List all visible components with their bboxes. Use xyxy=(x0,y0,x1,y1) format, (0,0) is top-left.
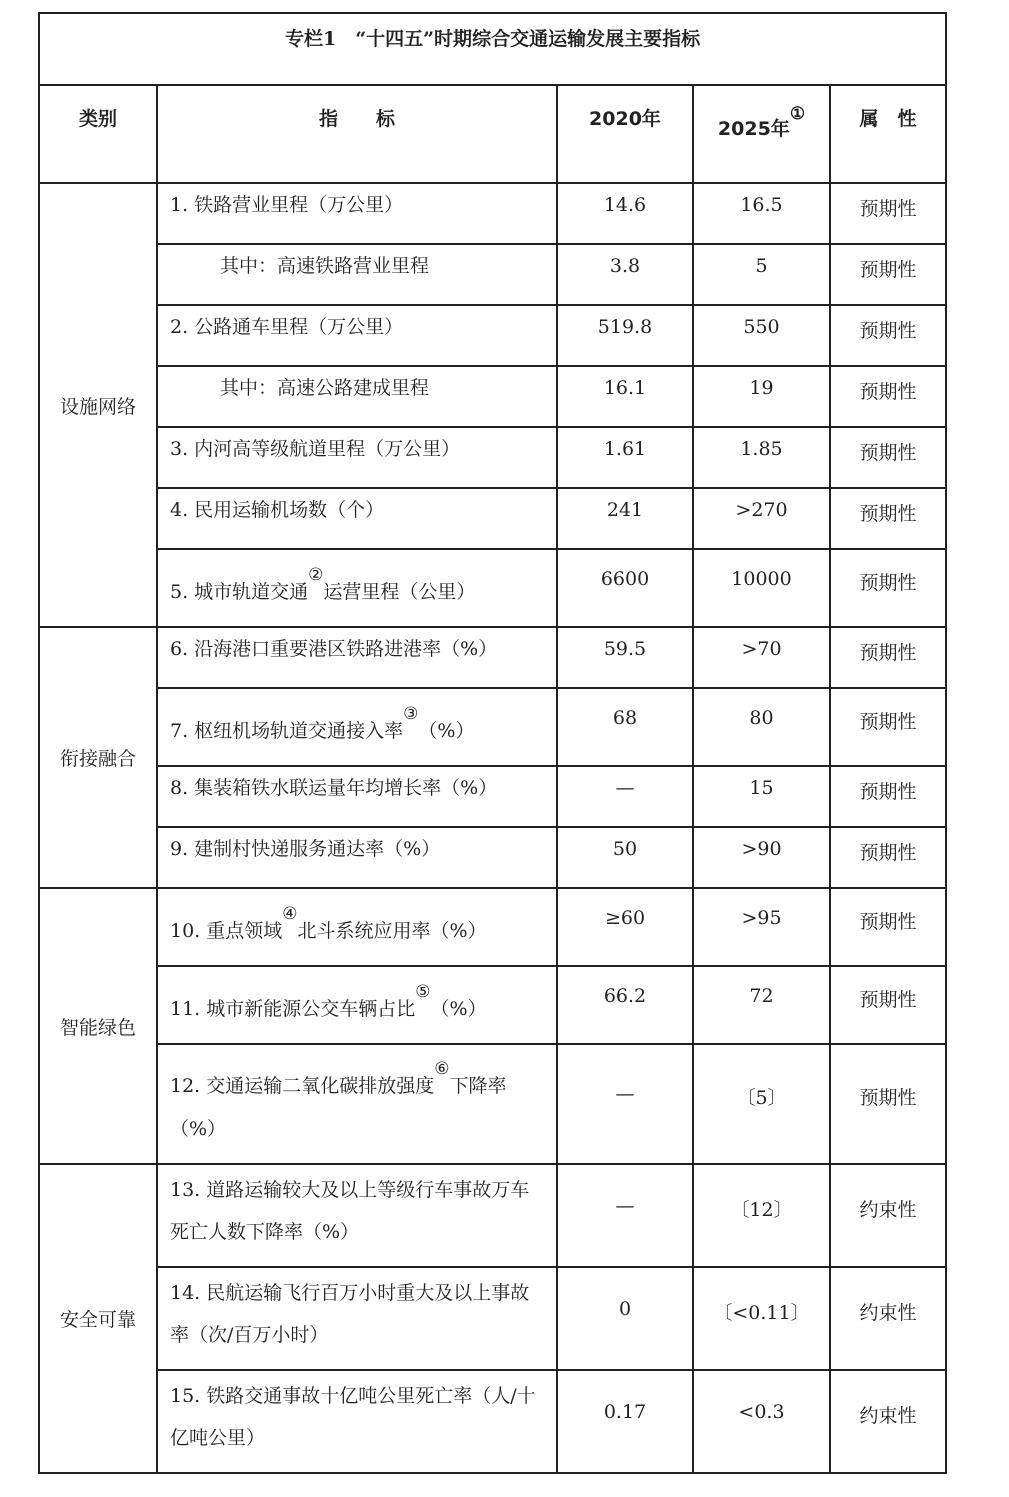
value-2025: >95 xyxy=(693,888,830,966)
indicator-cell: 2. 公路通车里程（万公里） xyxy=(157,305,557,366)
value-2025: <0.3 xyxy=(693,1370,830,1473)
value-2020: — xyxy=(557,1164,693,1267)
value-2025: 550 xyxy=(693,305,830,366)
table-row xyxy=(39,488,946,549)
indicator-cell xyxy=(157,1044,557,1164)
value-2020: 68 xyxy=(557,688,693,766)
header-2020: 2020年 xyxy=(557,85,693,183)
value-2025: 〔12〕 xyxy=(693,1164,830,1267)
footnote-mark: ⑤ xyxy=(415,982,431,1002)
attribute-cell: 约束性 xyxy=(830,1370,946,1473)
table-title: 专栏1 “十四五”时期综合交通运输发展主要指标 xyxy=(39,13,946,85)
indicator-text: 5. 城市轨道交通 xyxy=(170,581,309,603)
value-2025: 80 xyxy=(693,688,830,766)
attribute-cell: 预期性 xyxy=(830,549,946,627)
category-cell: 衔接融合 xyxy=(39,627,157,888)
indicator-text: 10. 重点领域 xyxy=(170,920,283,942)
indicator-cell: 8. 集装箱铁水联运量年均增长率（%） xyxy=(157,766,557,827)
table-row xyxy=(39,244,946,305)
value-2025: 〔<0.11〕 xyxy=(693,1267,830,1370)
table-row xyxy=(39,888,946,966)
attribute-cell: 预期性 xyxy=(830,427,946,488)
header-2025-label: 2025年 xyxy=(717,118,790,140)
category-cell: 智能绿色 xyxy=(39,888,157,1164)
indicator-text: 11. 城市新能源公交车辆占比 xyxy=(170,998,416,1020)
indicator-cell: 3. 内河高等级航道里程（万公里） xyxy=(157,427,557,488)
value-2020: 66.2 xyxy=(557,966,693,1044)
value-2025: >70 xyxy=(693,627,830,688)
value-2020: 241 xyxy=(557,488,693,549)
table-row xyxy=(39,827,946,888)
indicator-table xyxy=(38,12,947,1474)
indicator-text: 7. 枢纽机场轨道交通接入率 xyxy=(170,720,404,742)
value-2020: 6600 xyxy=(557,549,693,627)
attribute-cell: 预期性 xyxy=(830,627,946,688)
indicator-text: 下降率（%） xyxy=(170,1075,507,1140)
indicator-text: （%） xyxy=(430,998,487,1020)
value-2020: 1.61 xyxy=(557,427,693,488)
indicator-cell: 其中：高速公路建成里程 xyxy=(157,366,557,427)
indicator-cell: 15. 铁路交通事故十亿吨公里死亡率（人/十亿吨公里） xyxy=(157,1370,557,1473)
category-cell: 设施网络 xyxy=(39,183,157,627)
table-row xyxy=(39,549,946,627)
indicator-cell xyxy=(157,688,557,766)
footnote-mark: ③ xyxy=(403,704,419,724)
attribute-cell: 预期性 xyxy=(830,1044,946,1164)
footnote-mark: ② xyxy=(308,565,324,585)
indicator-cell xyxy=(157,888,557,966)
attribute-cell: 约束性 xyxy=(830,1267,946,1370)
value-2020: 59.5 xyxy=(557,627,693,688)
header-attribute: 属 性 xyxy=(830,85,946,183)
value-2025: 〔5〕 xyxy=(693,1044,830,1164)
value-2025: 15 xyxy=(693,766,830,827)
value-2025: 16.5 xyxy=(693,183,830,244)
indicator-cell: 6. 沿海港口重要港区铁路进港率（%） xyxy=(157,627,557,688)
value-2025: >90 xyxy=(693,827,830,888)
indicator-cell: 4. 民用运输机场数（个） xyxy=(157,488,557,549)
value-2025: 5 xyxy=(693,244,830,305)
attribute-cell: 预期性 xyxy=(830,305,946,366)
header-row xyxy=(39,85,946,183)
attribute-cell: 预期性 xyxy=(830,244,946,305)
value-2025: 72 xyxy=(693,966,830,1044)
value-2025: >270 xyxy=(693,488,830,549)
table-row xyxy=(39,1164,946,1267)
indicator-cell: 1. 铁路营业里程（万公里） xyxy=(157,183,557,244)
indicator-cell: 13. 道路运输较大及以上等级行车事故万车死亡人数下降率（%） xyxy=(157,1164,557,1267)
value-2020: 14.6 xyxy=(557,183,693,244)
table-row xyxy=(39,766,946,827)
attribute-cell: 预期性 xyxy=(830,888,946,966)
header-indicator: 指 标 xyxy=(157,85,557,183)
table-row xyxy=(39,688,946,766)
category-cell: 安全可靠 xyxy=(39,1164,157,1473)
attribute-cell: 预期性 xyxy=(830,966,946,1044)
value-2020: 3.8 xyxy=(557,244,693,305)
attribute-cell: 约束性 xyxy=(830,1164,946,1267)
attribute-cell: 预期性 xyxy=(830,688,946,766)
footnote-mark: ④ xyxy=(282,904,298,924)
attribute-cell: 预期性 xyxy=(830,488,946,549)
value-2020: 519.8 xyxy=(557,305,693,366)
indicator-cell: 其中：高速铁路营业里程 xyxy=(157,244,557,305)
table-row xyxy=(39,183,946,244)
indicator-cell: 14. 民航运输飞行百万小时重大及以上事故率（次/百万小时） xyxy=(157,1267,557,1370)
table-row xyxy=(39,627,946,688)
indicator-cell xyxy=(157,966,557,1044)
table-row xyxy=(39,1370,946,1473)
table-row xyxy=(39,1267,946,1370)
footnote-mark: ⑥ xyxy=(434,1059,450,1079)
value-2020: 16.1 xyxy=(557,366,693,427)
table-row xyxy=(39,366,946,427)
table-row xyxy=(39,305,946,366)
value-2025: 19 xyxy=(693,366,830,427)
value-2020: 0 xyxy=(557,1267,693,1370)
value-2020: ≥60 xyxy=(557,888,693,966)
attribute-cell: 预期性 xyxy=(830,827,946,888)
header-2025-note: ① xyxy=(789,104,806,124)
value-2020: — xyxy=(557,766,693,827)
table-row xyxy=(39,427,946,488)
value-2020: 0.17 xyxy=(557,1370,693,1473)
indicator-text: 北斗系统应用率（%） xyxy=(297,920,487,942)
header-2025 xyxy=(693,85,830,183)
value-2025: 1.85 xyxy=(693,427,830,488)
value-2020: — xyxy=(557,1044,693,1164)
indicator-text: （%） xyxy=(418,720,475,742)
value-2025: 10000 xyxy=(693,549,830,627)
indicator-text: 运营里程（公里） xyxy=(323,581,476,603)
header-category: 类别 xyxy=(39,85,157,183)
attribute-cell: 预期性 xyxy=(830,766,946,827)
table-row xyxy=(39,966,946,1044)
indicator-cell xyxy=(157,549,557,627)
value-2020: 50 xyxy=(557,827,693,888)
table-row xyxy=(39,1044,946,1164)
indicator-text: 12. 交通运输二氧化碳排放强度 xyxy=(170,1075,435,1097)
indicator-cell: 9. 建制村快递服务通达率（%） xyxy=(157,827,557,888)
attribute-cell: 预期性 xyxy=(830,183,946,244)
attribute-cell: 预期性 xyxy=(830,366,946,427)
